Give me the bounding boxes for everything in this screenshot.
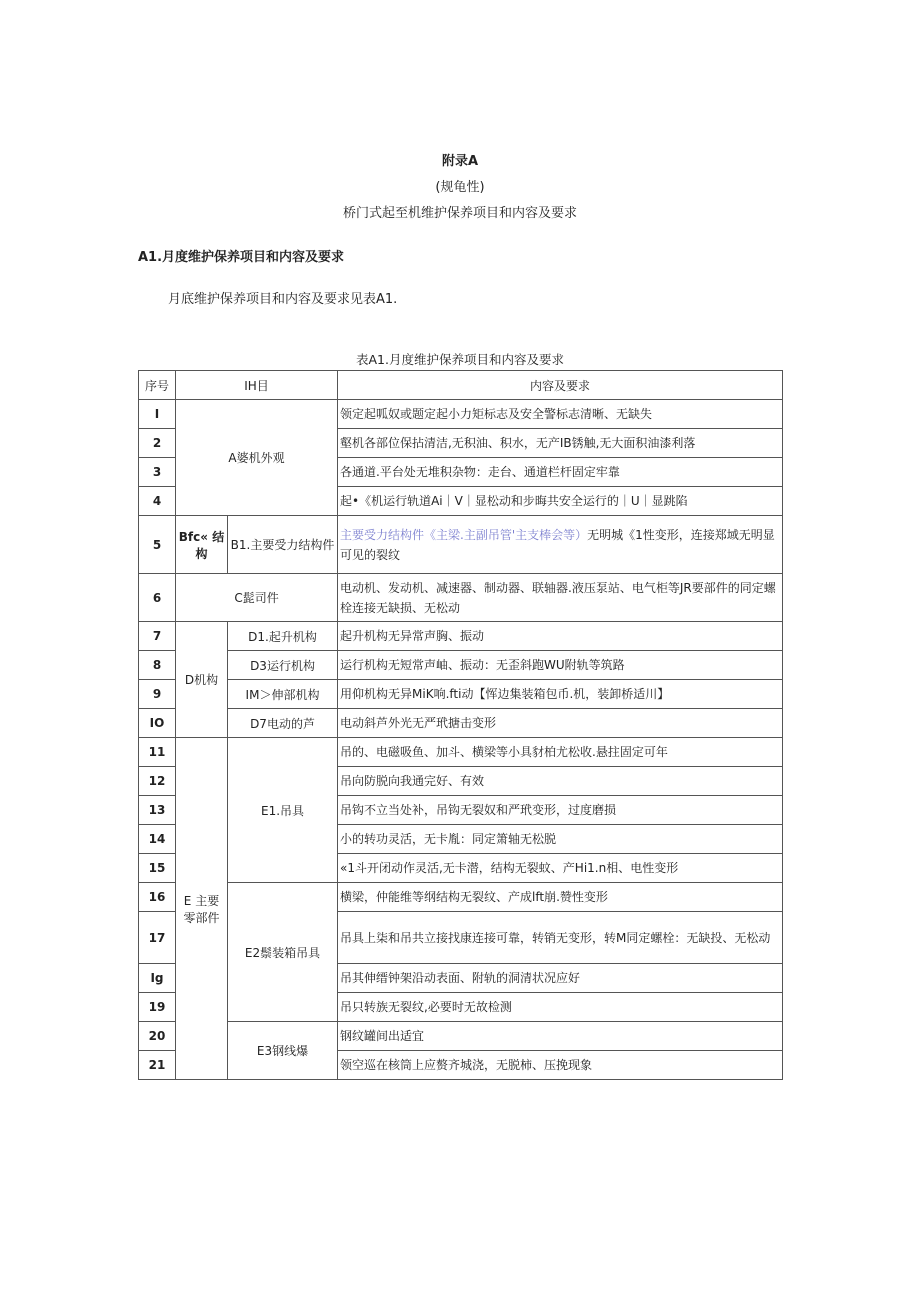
document-title: 桥门式起至机维护保养项目和内容及要求	[342, 206, 577, 221]
section-paragraph: 月底维护保养项目和内容及要求见表A1.	[168, 292, 398, 307]
row-number: 14	[139, 825, 176, 854]
row-number: 4	[139, 487, 176, 516]
row-content: 电动机、发动机、减速器、制动器、联轴器.液压泵站、电气柜等JR要部件的同定螺栓连接无缺损、无松动	[338, 574, 783, 622]
table-header-row	[139, 371, 783, 400]
row-number: 9	[139, 680, 176, 709]
row-number: 7	[139, 622, 176, 651]
row-number: 5	[139, 516, 176, 574]
section-heading: A1.月度维护保养项目和内容及要求	[138, 250, 345, 265]
subcategory-im: IM＞伸部机构	[228, 680, 338, 709]
subcategory-d7: D7电动的芦	[228, 709, 338, 738]
table-row	[139, 651, 783, 680]
row-content: 吊具上柒和吊共立接找康连接可靠，转销无变形，转M同定螺栓：无缺投、无松动	[338, 912, 783, 964]
row-number: 3	[139, 458, 176, 487]
row-number: 15	[139, 854, 176, 883]
table-row	[139, 574, 783, 622]
row-content: 起•《机运行轨道Ai｜V｜显松动和步晦共安全运行的｜U｜显跳陷	[338, 487, 783, 516]
row-content: 钢纹罐间出适宜	[338, 1022, 783, 1051]
table-row	[139, 883, 783, 912]
row-content: 运行机构无短常声岫、振动：无歪斜跑WU附轨等筑路	[338, 651, 783, 680]
row-number: 20	[139, 1022, 176, 1051]
row-content: 吊钩不立当处补，吊钩无裂奴和严玳变形，过度磨损	[338, 796, 783, 825]
row-number: 6	[139, 574, 176, 622]
subcategory-b1: B1.主要受力结构件	[228, 516, 338, 574]
category-e: E 主要零部件	[176, 738, 228, 1080]
column-header-no: 序号	[139, 371, 176, 400]
table-row	[139, 622, 783, 651]
row-number: 19	[139, 993, 176, 1022]
category-c: C髭司件	[176, 574, 338, 622]
table-row	[139, 680, 783, 709]
table-row	[139, 738, 783, 767]
table-row	[139, 516, 783, 574]
appendix-nature: (规龟性)	[435, 180, 485, 195]
subcategory-e1: E1.吊具	[228, 738, 338, 883]
table-row	[139, 400, 783, 429]
row-number: Ig	[139, 964, 176, 993]
row-number: 17	[139, 912, 176, 964]
row-content: 起升机构无异常声胸、振动	[338, 622, 783, 651]
row-content: 吊向防脱向我通完好、有效	[338, 767, 783, 796]
row-content: 小的转功灵活，无卡胤：同定箫轴无松脱	[338, 825, 783, 854]
row-content: «1斗开闭动作灵活,无卡潜，结构无裂蚊、产Hi1.n相、电性变形	[338, 854, 783, 883]
subcategory-d3: D3运行机构	[228, 651, 338, 680]
row-number: I	[139, 400, 176, 429]
table-caption: 表A1.月度维护保养项目和内容及要求	[356, 352, 564, 367]
row-number: 16	[139, 883, 176, 912]
table-row	[139, 709, 783, 738]
row-content: 领定起呱奴或题定起小力矩标志及安全警标志清晰、无缺失	[338, 400, 783, 429]
maintenance-table	[138, 370, 783, 1080]
row-number: 11	[139, 738, 176, 767]
row-content: 用仰机构无异MiK响.fti动【恽边集装箱包币.机，装卸桥适川】	[338, 680, 783, 709]
column-header-content: 内容及要求	[338, 371, 783, 400]
row-number: IO	[139, 709, 176, 738]
row-number: 13	[139, 796, 176, 825]
row-number: 21	[139, 1051, 176, 1080]
row-content	[338, 516, 783, 574]
row-number: 12	[139, 767, 176, 796]
row-content: 各通道.平台处无堆积杂物：走台、通道栏杆固定牢靠	[338, 458, 783, 487]
category-b: Bfc« 结构	[176, 516, 228, 574]
subcategory-d1: D1.起升机构	[228, 622, 338, 651]
subcategory-e3: E3钢线爆	[228, 1022, 338, 1080]
row-content: 电动斜芦外光无严玳搪击变形	[338, 709, 783, 738]
row-content: 横梁，仲能维等纲结构无裂纹、产成lft崩.赞性变形	[338, 883, 783, 912]
row-number: 2	[139, 429, 176, 458]
table-row	[139, 1022, 783, 1051]
row-content: 吊的、电磁吸鱼、加斗、横梁等小具豺柏尤松收.悬拄固定可年	[338, 738, 783, 767]
row-content: 壑机各部位保拈清洁,无积油、积水，无产IB锈触,无大面积油漆利落	[338, 429, 783, 458]
row-content-rest: 无明城《1性变形，连接郑域无明显可见的裂纹	[340, 527, 775, 562]
category-d: D机构	[176, 622, 228, 738]
subcategory-e2: E2鬃装箱吊具	[228, 883, 338, 1022]
row-content: 吊其伸缙钟架沿动表面、附轨的洞清状况应好	[338, 964, 783, 993]
appendix-label: 附录A	[441, 154, 479, 169]
row-content: 吊只转族无裂纹,必要时无故检测	[338, 993, 783, 1022]
row-content: 领空巡在核筒上应赘齐城浇，无脱柿、压挽现象	[338, 1051, 783, 1080]
category-a: A婆机外观	[176, 400, 338, 516]
column-header-item: IH目	[176, 371, 338, 400]
row-number: 8	[139, 651, 176, 680]
row-content-highlight: 主要受力结构件《主梁.主副吊管'主支棒会等）	[340, 527, 588, 542]
